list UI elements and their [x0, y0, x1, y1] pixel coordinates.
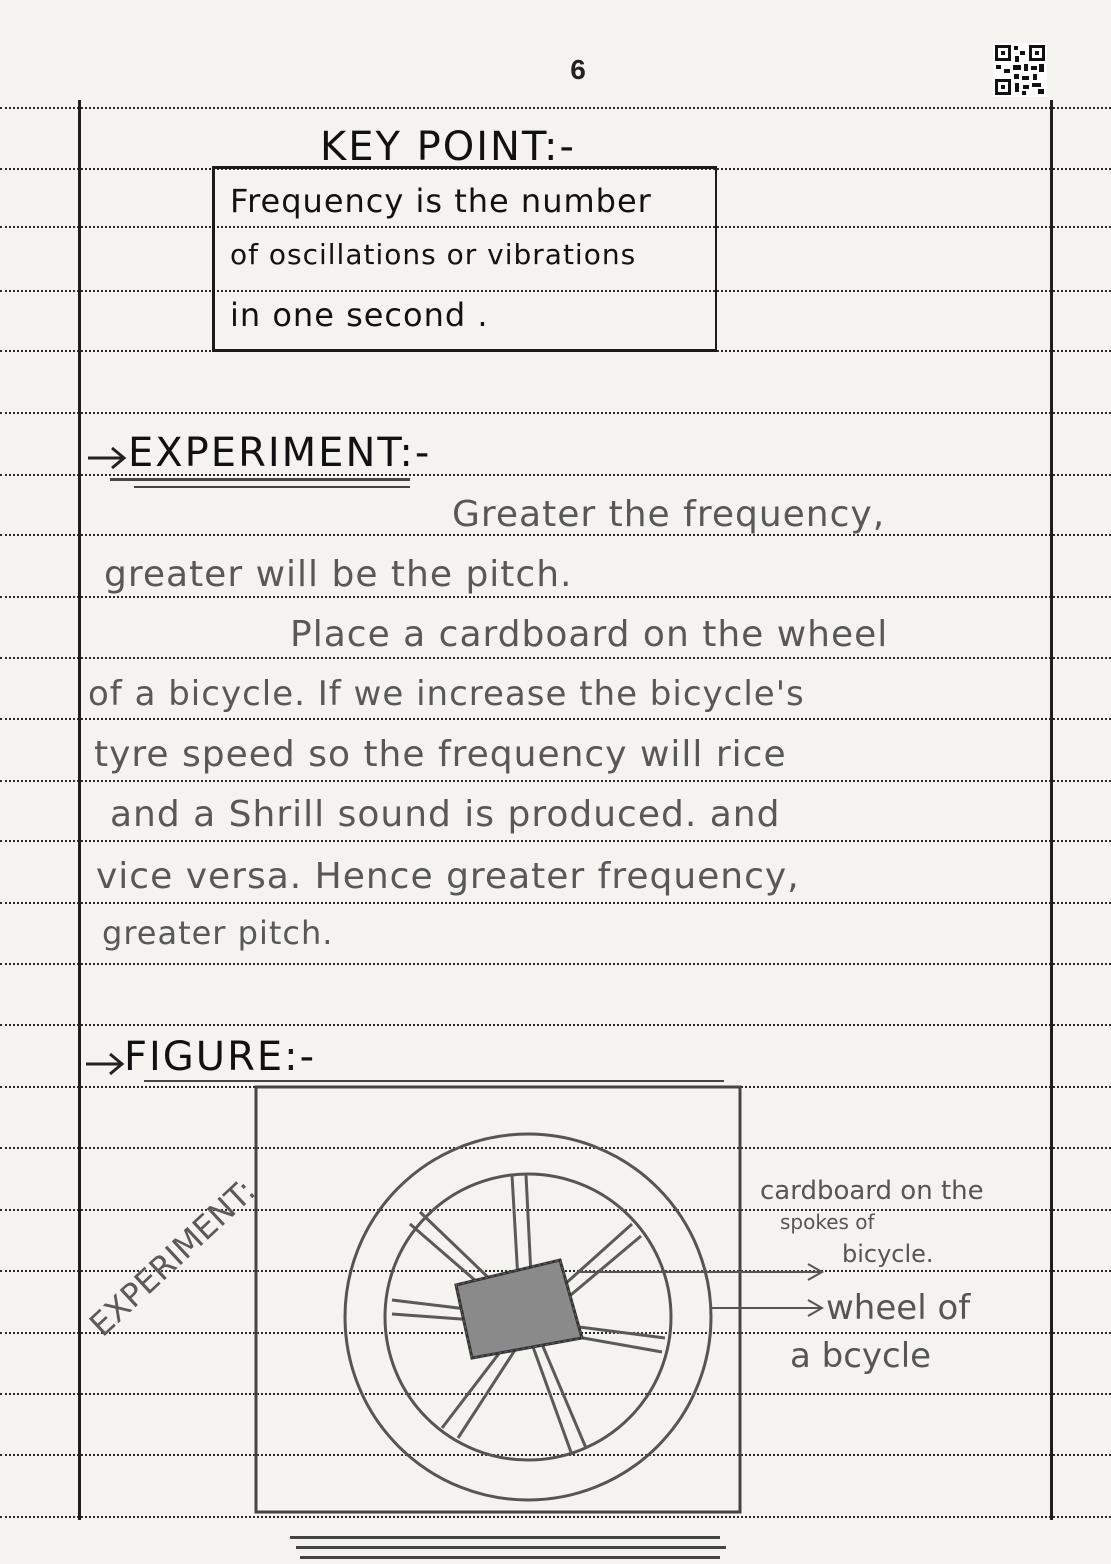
experiment-line: vice versa. Hence greater frequency, [96, 856, 800, 897]
label-cardboard-line: bicycle. [842, 1240, 934, 1268]
label-wheel-line: a bcycle [790, 1336, 932, 1376]
end-underline [290, 1536, 720, 1539]
end-underline [300, 1556, 720, 1559]
experiment-line: greater pitch. [102, 914, 334, 952]
figure-heading: FIGURE:- [124, 1034, 317, 1080]
experiment-line: Greater the frequency, [452, 494, 886, 535]
label-wheel-line: wheel of [826, 1288, 971, 1328]
key-point-line: of oscillations or vibrations [230, 238, 637, 271]
experiment-line: tyre speed so the frequency will rice [94, 734, 787, 775]
experiment-line: Place a cardboard on the wheel [290, 614, 889, 655]
label-cardboard-line: spokes of [780, 1210, 875, 1234]
end-underline [296, 1546, 726, 1549]
key-point-line: in one second . [230, 296, 489, 334]
figure-side-label: EXPERIMENT: [82, 1171, 263, 1344]
experiment-line: and a Shrill sound is produced. and [110, 794, 781, 835]
experiment-line: greater will be the pitch. [104, 554, 573, 595]
page-number: 6 [570, 54, 586, 85]
experiment-line: of a bicycle. If we increase the bicycle's [88, 674, 805, 714]
label-cardboard-line: cardboard on the [760, 1176, 984, 1206]
key-point-heading: KEY POINT:- [320, 124, 576, 170]
experiment-heading: EXPERIMENT:- [128, 430, 432, 476]
key-point-line: Frequency is the number [230, 182, 652, 220]
